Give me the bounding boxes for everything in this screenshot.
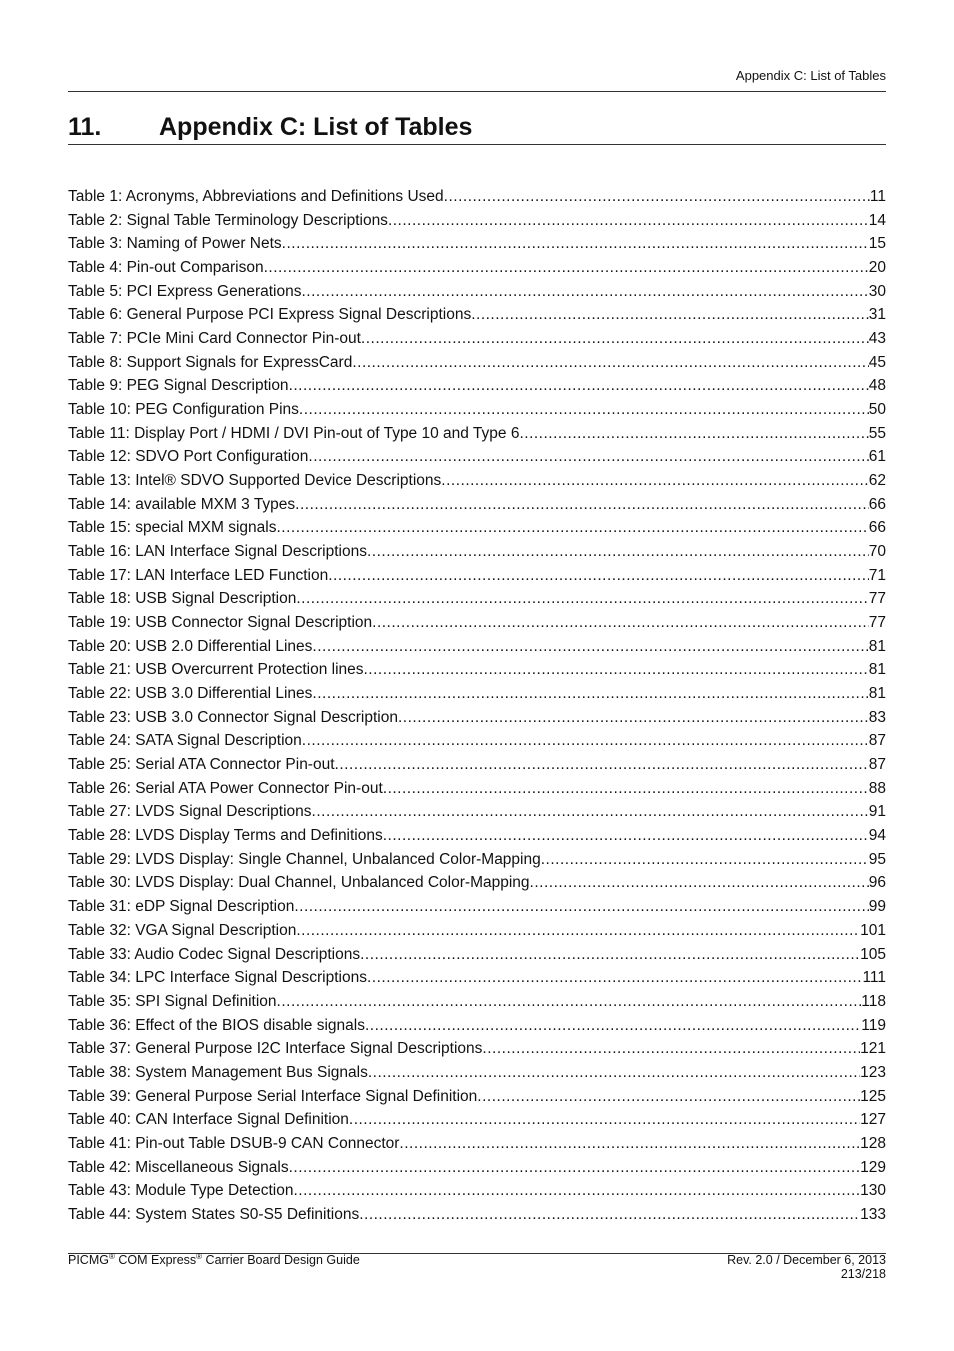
toc-entry-page: 119: [861, 1016, 886, 1034]
dot-leader: [388, 212, 869, 230]
toc-entry-page: 43: [868, 330, 886, 348]
toc-entry[interactable]: [68, 851, 886, 875]
footer-title-rest: Carrier Board Design Guide: [202, 1253, 360, 1267]
dot-leader: [367, 543, 869, 561]
toc-entry[interactable]: [68, 922, 886, 946]
toc-entry-page: 55: [868, 424, 886, 442]
toc-entry-page: 101: [860, 921, 886, 939]
dot-leader: [383, 827, 869, 845]
toc-entry[interactable]: [68, 1135, 886, 1159]
toc-entry[interactable]: [68, 685, 886, 709]
toc-entry-label: Table 20: USB 2.0 Differential Lines: [68, 637, 313, 655]
toc-entry[interactable]: [68, 235, 886, 259]
footer-document-title: [68, 1253, 360, 1267]
toc-entry-page: 105: [860, 945, 886, 963]
toc-entry-label: Table 25: Serial ATA Connector Pin-out: [68, 756, 335, 774]
toc-entry-page: 62: [868, 472, 886, 490]
toc-entry-page: 95: [868, 850, 886, 868]
toc-entry-page: 66: [868, 519, 886, 537]
toc-entry[interactable]: [68, 827, 886, 851]
toc-entry-page: 133: [860, 1205, 886, 1223]
toc-entry-label: Table 18: USB Signal Description: [68, 590, 297, 608]
toc-entry-label: Table 27: LVDS Signal Descriptions: [68, 803, 312, 821]
toc-entry[interactable]: [68, 1206, 886, 1230]
toc-entry[interactable]: [68, 614, 886, 638]
toc-entry-label: Table 39: General Purpose Serial Interface Signal Definition: [68, 1087, 478, 1105]
section-title: Appendix C: List of Tables: [159, 113, 473, 141]
toc-entry-page: 111: [862, 969, 886, 987]
toc-entry-label: Table 22: USB 3.0 Differential Lines: [68, 685, 313, 703]
dot-leader: [312, 803, 869, 821]
dot-leader: [299, 401, 869, 419]
toc-entry[interactable]: [68, 780, 886, 804]
registered-mark: ®: [196, 1251, 203, 1261]
toc-entry-page: 81: [868, 661, 886, 679]
dot-leader: [295, 496, 869, 514]
dot-leader: [312, 638, 868, 656]
toc-entry-label: Table 28: LVDS Display Terms and Definitions: [68, 827, 383, 845]
dot-leader: [519, 425, 868, 443]
toc-entry-label: Table 4: Pin-out Comparison: [68, 259, 264, 277]
toc-entry-label: Table 11: Display Port / HDMI / DVI Pin-out of Type 10 and Type 6: [68, 424, 520, 442]
dot-leader: [530, 874, 869, 892]
toc-entry-label: Table 36: Effect of the BIOS disable signals: [68, 1016, 365, 1034]
toc-entry[interactable]: [68, 543, 886, 567]
dot-leader: [383, 780, 869, 798]
dot-leader: [441, 472, 868, 490]
toc-entry-page: 30: [868, 282, 886, 300]
toc-entry[interactable]: [68, 661, 886, 685]
toc-entry-page: 128: [860, 1134, 886, 1152]
toc-entry[interactable]: [68, 188, 886, 212]
toc-entry-page: 14: [868, 211, 886, 229]
toc-entry[interactable]: [68, 425, 886, 449]
toc-entry-page: 127: [860, 1111, 886, 1129]
toc-entry[interactable]: [68, 377, 886, 401]
toc-entry-label: Table 19: USB Connector Signal Description: [68, 614, 373, 632]
dot-leader: [308, 448, 868, 466]
footer-revision: Rev. 2.0 / December 6, 2013: [727, 1253, 886, 1267]
toc-entry-label: Table 10: PEG Configuration Pins: [68, 401, 299, 419]
toc-entry[interactable]: [68, 946, 886, 970]
toc-entry-label: Table 33: Audio Codec Signal Descriptions: [68, 945, 361, 963]
toc-entry-label: Table 37: General Purpose I2C Interface Signal Descriptions: [68, 1040, 483, 1058]
toc-entry-label: Table 32: VGA Signal Description: [68, 921, 297, 939]
toc-entry-page: 130: [860, 1182, 886, 1200]
dot-leader: [471, 306, 869, 324]
toc-entry-label: Table 23: USB 3.0 Connector Signal Description: [68, 708, 398, 726]
toc-entry[interactable]: [68, 354, 886, 378]
toc-entry[interactable]: [68, 1088, 886, 1112]
toc-entry-page: 87: [868, 756, 886, 774]
toc-entry-label: Table 38: System Management Bus Signals: [68, 1063, 368, 1081]
toc-entry-page: 118: [861, 992, 886, 1010]
toc-entry-page: 91: [868, 803, 886, 821]
dot-leader: [477, 1088, 860, 1106]
toc-entry-page: 66: [868, 495, 886, 513]
toc-entry[interactable]: [68, 732, 886, 756]
dot-leader: [277, 519, 869, 537]
toc-entry-page: 48: [868, 377, 886, 395]
toc-entry-label: Table 29: LVDS Display: Single Channel, Unbalanced Color-Mapping: [68, 850, 541, 868]
toc-entry-label: Table 43: Module Type Detection: [68, 1182, 294, 1200]
toc-entry[interactable]: [68, 638, 886, 662]
toc-entry[interactable]: [68, 803, 886, 827]
toc-entry-label: Table 30: LVDS Display: Dual Channel, Unbalanced Color-Mapping: [68, 874, 530, 892]
toc-entry-label: Table 1: Acronyms, Abbreviations and Definitions Used: [68, 188, 444, 205]
header-rule: [68, 91, 886, 92]
dot-leader: [349, 1111, 860, 1129]
section-heading: [68, 113, 886, 145]
toc-entry-label: Table 17: LAN Interface LED Function: [68, 566, 329, 584]
dot-leader: [372, 614, 869, 632]
toc-entry-label: Table 15: special MXM signals: [68, 519, 277, 537]
dot-leader: [367, 969, 862, 987]
dot-leader: [364, 661, 869, 679]
dot-leader: [301, 283, 868, 301]
toc-entry-page: 77: [868, 614, 886, 632]
toc-entry-page: 20: [868, 259, 886, 277]
toc-entry-page: 87: [868, 732, 886, 750]
dot-leader: [296, 922, 860, 940]
registered-mark: ®: [108, 1251, 115, 1261]
toc-entry[interactable]: [68, 567, 886, 591]
dot-leader: [302, 732, 869, 750]
toc-entry-page: 11: [869, 188, 886, 205]
toc-entry-label: Table 44: System States S0-S5 Definitions: [68, 1205, 360, 1223]
toc-entry[interactable]: [68, 330, 886, 354]
toc-entry-page: 121: [860, 1040, 886, 1058]
dot-leader: [352, 354, 868, 372]
dot-leader: [294, 898, 868, 916]
dot-leader: [293, 1182, 860, 1200]
dot-leader: [361, 330, 869, 348]
toc-entry[interactable]: [68, 993, 886, 1017]
toc-entry-label: Table 40: CAN Interface Signal Definition: [68, 1111, 349, 1129]
dot-leader: [289, 1159, 861, 1177]
toc-entry[interactable]: [68, 306, 886, 330]
footer-brand: PICMG: [68, 1253, 109, 1267]
dot-leader: [482, 1040, 860, 1058]
toc-entry[interactable]: [68, 519, 886, 543]
toc-entry-label: Table 21: USB Overcurrent Protection lines: [68, 661, 364, 679]
toc-entry-page: 61: [868, 448, 886, 466]
toc-entry[interactable]: [68, 496, 886, 520]
toc-entry-page: 129: [860, 1158, 886, 1176]
footer-page-number: 213/218: [840, 1267, 886, 1281]
toc-entry[interactable]: [68, 756, 886, 780]
dot-leader: [398, 709, 869, 727]
dot-leader: [289, 377, 869, 395]
toc-entry[interactable]: [68, 401, 886, 425]
toc-entry-page: 94: [868, 827, 886, 845]
dot-leader: [444, 188, 870, 206]
toc-entry-page: 77: [868, 590, 886, 608]
dot-leader: [365, 1017, 861, 1035]
toc-entry-label: Table 26: Serial ATA Power Connector Pin-out: [68, 779, 383, 797]
toc-entry[interactable]: [68, 709, 886, 733]
toc-entry-label: Table 9: PEG Signal Description: [68, 377, 289, 395]
dot-leader: [296, 590, 868, 608]
toc-entry-label: Table 16: LAN Interface Signal Descriptions: [68, 543, 367, 561]
toc-entry-label: Table 2: Signal Table Terminology Descriptions: [68, 211, 388, 229]
dot-leader: [368, 1064, 860, 1082]
toc-entry-label: Table 5: PCI Express Generations: [68, 282, 302, 300]
toc-entry[interactable]: [68, 1017, 886, 1041]
toc-entry[interactable]: [68, 1111, 886, 1135]
toc-entry-label: Table 14: available MXM 3 Types: [68, 495, 296, 513]
toc-entry-label: Table 35: SPI Signal Definition: [68, 992, 277, 1010]
toc-entry[interactable]: [68, 1064, 886, 1088]
toc-entry[interactable]: [68, 448, 886, 472]
toc-entry-page: 83: [868, 708, 886, 726]
toc-entry-page: 50: [868, 401, 886, 419]
dot-leader: [277, 993, 862, 1011]
toc-entry[interactable]: [68, 259, 886, 283]
toc-entry-label: Table 6: General Purpose PCI Express Signal Descriptions: [68, 306, 472, 324]
toc-entry-page: 81: [868, 685, 886, 703]
toc-entry[interactable]: [68, 1040, 886, 1064]
toc-entry-label: Table 41: Pin-out Table DSUB-9 CAN Connector: [68, 1134, 400, 1152]
toc-entry[interactable]: [68, 969, 886, 993]
toc-entry-label: Table 34: LPC Interface Signal Descriptions: [68, 969, 367, 987]
dot-leader: [399, 1135, 860, 1153]
toc-entry[interactable]: [68, 283, 886, 307]
dot-leader: [359, 1206, 860, 1224]
list-of-tables: [68, 188, 886, 1230]
toc-entry-label: Table 31: eDP Signal Description: [68, 898, 295, 916]
toc-entry-page: 31: [868, 306, 886, 324]
toc-entry[interactable]: [68, 590, 886, 614]
toc-entry-page: 125: [860, 1087, 886, 1105]
toc-entry-label: Table 13: Intel® SDVO Supported Device Descriptions: [68, 472, 442, 490]
dot-leader: [264, 259, 869, 277]
toc-entry-page: 70: [868, 543, 886, 561]
toc-entry-page: 88: [868, 779, 886, 797]
toc-entry-label: Table 12: SDVO Port Configuration: [68, 448, 309, 466]
toc-entry[interactable]: [68, 874, 886, 898]
toc-entry[interactable]: [68, 1182, 886, 1206]
toc-entry-page: 123: [860, 1063, 886, 1081]
dot-leader: [541, 851, 869, 869]
toc-entry-page: 71: [868, 566, 886, 584]
toc-entry-label: Table 3: Naming of Power Nets: [68, 235, 282, 253]
toc-entry-label: Table 24: SATA Signal Description: [68, 732, 302, 750]
section-number: 11.: [68, 113, 102, 141]
footer-revision-block: [727, 1253, 886, 1281]
running-header: Appendix C: List of Tables: [735, 68, 886, 83]
toc-entry-page: 45: [868, 353, 886, 371]
toc-entry-page: 99: [868, 898, 886, 916]
dot-leader: [328, 567, 869, 585]
toc-entry-page: 96: [868, 874, 886, 892]
toc-entry[interactable]: [68, 472, 886, 496]
dot-leader: [282, 235, 869, 253]
toc-entry-label: Table 7: PCIe Mini Card Connector Pin-out: [68, 330, 361, 348]
toc-entry[interactable]: [68, 212, 886, 236]
toc-entry-page: 81: [868, 637, 886, 655]
toc-entry-label: Table 42: Miscellaneous Signals: [68, 1158, 289, 1176]
dot-leader: [360, 946, 860, 964]
footer-product: COM Express: [114, 1253, 197, 1267]
dot-leader: [335, 756, 869, 774]
toc-entry[interactable]: [68, 898, 886, 922]
toc-entry-label: Table 8: Support Signals for ExpressCard: [68, 353, 353, 371]
toc-entry-page: 15: [868, 235, 886, 253]
toc-entry[interactable]: [68, 1159, 886, 1183]
dot-leader: [312, 685, 868, 703]
